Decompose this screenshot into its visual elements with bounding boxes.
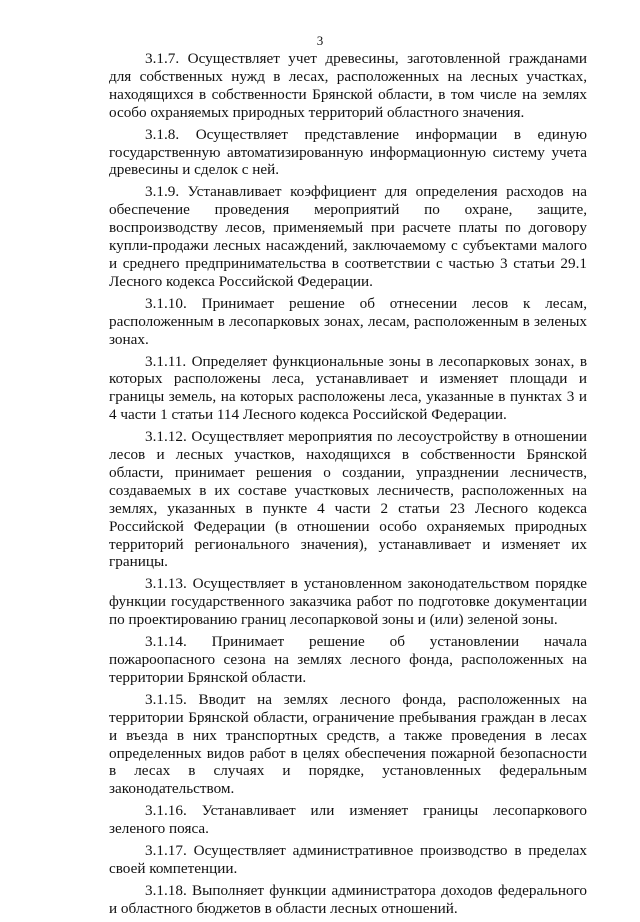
clause-3-1-17: 3.1.17. Осуществляет административное производство в пределах своей компетенции. xyxy=(109,842,587,877)
document-body xyxy=(109,50,587,922)
clause-3-1-9: 3.1.9. Устанавливает коэффициент для определения расходов на обеспечение проведения мероприятий по охране, защите, воспроизводству лесов, применяемый при расчете платы по договору купли-продажи лесных насаждений, заключаемому с субъектами малого и среднего предпринимательства в соответствии с частью 3 статьи 29.1 Лесного кодекса Российской Федерации. xyxy=(109,183,587,290)
clause-3-1-8: 3.1.8. Осуществляет представление информации в единую государственную автоматизированную информационную систему учета древесины и сделок с ней. xyxy=(109,125,587,179)
clause-3-1-14: 3.1.14. Принимает решение об установлении начала пожароопасного сезона на землях лесного фонда, расположенных на территории Брянской области. xyxy=(109,633,587,686)
page-number: 3 xyxy=(316,33,324,48)
clause-3-1-18: 3.1.18. Выполняет функции администратора доходов федерального и областного бюджетов в области лесных отношений. xyxy=(109,881,587,917)
clause-3-1-11: 3.1.11. Определяет функциональные зоны в лесопарковых зонах, в которых расположены леса, устанавливает и изменяет площади и границы земель, на которых расположены леса, указанные в пунктах 3 и 4 части 1 статьи 114 Лесного кодекса Российской Федерации. xyxy=(109,352,587,424)
clause-3-1-7: 3.1.7. Осуществляет учет древесины, заготовленной гражданами для собственных нужд в лесах, расположенных на лесных участках, находящихся в собственности Брянской области, в том числе на землях особо охраняемых природных территорий областного значения. xyxy=(109,50,587,121)
clause-3-1-10: 3.1.10. Принимает решение об отнесении лесов к лесам, расположенным в лесопарковых зонах, лесам, расположенным в зеленых зонах. xyxy=(109,294,587,348)
clause-3-1-12: 3.1.12. Осуществляет мероприятия по лесоустройству в отношении лесов и лесных участков, находящихся в собственности Брянской области, принимает решения о создании, упразднении лесничеств, создаваемых в их составе участковых лесничеств, расположенных на землях, указанных в пункте 4 части 2 статьи 23 Лесного кодекса Российской Федерации (в отношении особо охраняемых природных территорий регионального значения), устанавливает и изменяет их границы. xyxy=(109,428,587,571)
clause-3-1-15: 3.1.15. Вводит на землях лесного фонда, расположенных на территории Брянской области, ограничение пребывания граждан в лесах и въезда в них транспортных средств, а также проведения в лесах определенных видов работ в целях обеспечения пожарной безопасности в лесах в случаях и порядке, установленных федеральным законодательством. xyxy=(109,690,587,798)
clause-3-1-13: 3.1.13. Осуществляет в установленном законодательством порядке функции государственного заказчика работ по подготовке документации по проектированию границ лесопарковой зоны и (или) зеленой зоны. xyxy=(109,575,587,629)
clause-3-1-16: 3.1.16. Устанавливает или изменяет границы лесопаркового зеленого пояса. xyxy=(109,802,587,838)
